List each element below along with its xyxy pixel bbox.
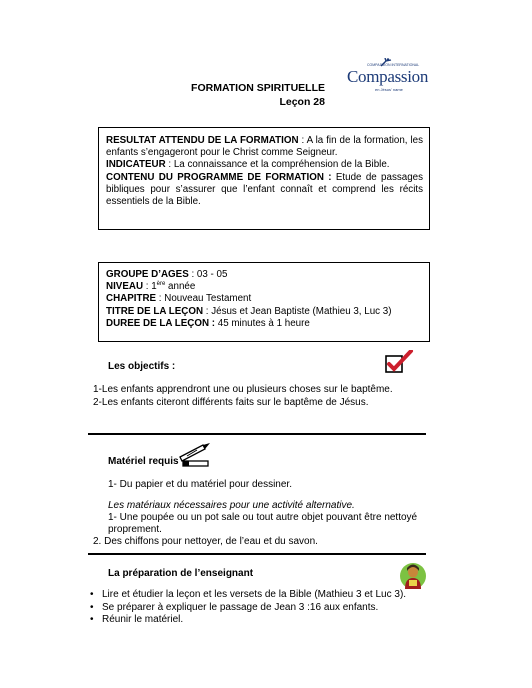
materiel-alt-item-1-cont: proprement. (108, 524, 162, 535)
preparation-title: La préparation de l’enseignant (108, 568, 254, 579)
groupe-ages (106, 269, 423, 281)
bullet-icon: • (90, 614, 94, 625)
bullet-icon: • (90, 601, 94, 613)
pencil-crayon-icon (177, 442, 213, 468)
section-divider (88, 433, 426, 435)
chapitre-label: CHAPITRE (106, 293, 157, 305)
formation-goals-box (98, 127, 430, 230)
niveau-label: NIVEAU (106, 281, 144, 293)
materiel-alt-title: Les matériaux nécessaires pour une activité alternative. (108, 500, 355, 511)
objectif-item-2: 2-Les enfants citeront différents faits sur le baptême de Jésus. (93, 397, 369, 408)
groupe-label: GROUPE D’AGES (106, 269, 189, 280)
resultat-label: RESULTAT ATTENDU DE LA FORMATION (106, 135, 299, 146)
compassion-logo (345, 58, 433, 96)
logo-small-text: COMPASSION INTERNATIONAL (367, 63, 420, 67)
list-item: • Réunir le matériel. (90, 614, 184, 625)
niveau-value: : 1 (143, 281, 157, 293)
preparation-list (89, 589, 406, 627)
list-item: • Lire et étudier la leçon et les versets de la Bible (Mathieu 3 et Luc 3). (90, 589, 407, 600)
page-title (165, 81, 325, 109)
formation-title: FORMATION SPIRITUELLE (191, 82, 325, 94)
indicateur-text: : La connaissance et la compréhension de la Bible. (165, 159, 390, 171)
checkbox-check-icon (384, 350, 414, 374)
bullet-icon: • (90, 589, 94, 600)
titre-label: TITRE DE LA LEÇON (106, 305, 204, 317)
niveau-suffix: année (165, 281, 196, 293)
titre-lecon (106, 306, 423, 318)
teacher-person-icon (399, 561, 427, 591)
materiel-alt-item-2: 2. Des chiffons pour nettoyer, de l’eau et du savon. (93, 536, 318, 547)
logo-tagline: en Jésus' name (375, 87, 403, 92)
contenu-label: CONTENU DU PROGRAMME DE FORMATION : (106, 171, 332, 183)
section-divider (88, 553, 426, 555)
chapitre (106, 293, 423, 305)
objectif-item-1: 1-Les enfants apprendront une ou plusieurs choses sur le baptême. (93, 384, 393, 395)
titre-value: : Jésus et Jean Baptiste (Mathieu 3, Luc 3) (203, 305, 392, 317)
logo-wordmark: Compassion (347, 67, 429, 86)
duree-lecon (106, 318, 423, 330)
list-item: • Se préparer à expliquer le passage de Jean 3 :16 aux enfants. (90, 601, 379, 613)
indicateur (106, 159, 423, 171)
groupe-value: : 03 - 05 (188, 269, 228, 280)
lesson-info-box (98, 262, 430, 342)
contenu-text: Etude de passages bibliques pour s’assurer que l’enfant connaît et comprend les récits essentiels de la Bible. (106, 171, 423, 208)
materiel-alt-item-1: 1- Une poupée ou un pot sale ou tout autre objet pouvant être nettoyé (108, 512, 418, 523)
niveau-sup: ère (156, 281, 166, 288)
contenu-programme (106, 172, 423, 209)
lesson-number: Leçon 28 (279, 96, 325, 108)
materiel-item-1: 1- Du papier et du matériel pour dessiner. (108, 479, 292, 490)
duree-value: 45 minutes à 1 heure (215, 317, 310, 329)
duree-label: DUREE DE LA LEÇON : (106, 317, 216, 329)
materiel-title: Matériel requis (108, 456, 179, 467)
resultat-attendu (106, 135, 423, 159)
objectifs-title: Les objectifs : (108, 361, 176, 372)
indicateur-label: INDICATEUR (106, 159, 166, 171)
chapitre-value: : Nouveau Testament (156, 293, 252, 305)
niveau (106, 281, 423, 293)
resultat-text: : A la fin de la formation, les enfants s’engageront pour le Christ comme Seigneur. (106, 135, 423, 159)
